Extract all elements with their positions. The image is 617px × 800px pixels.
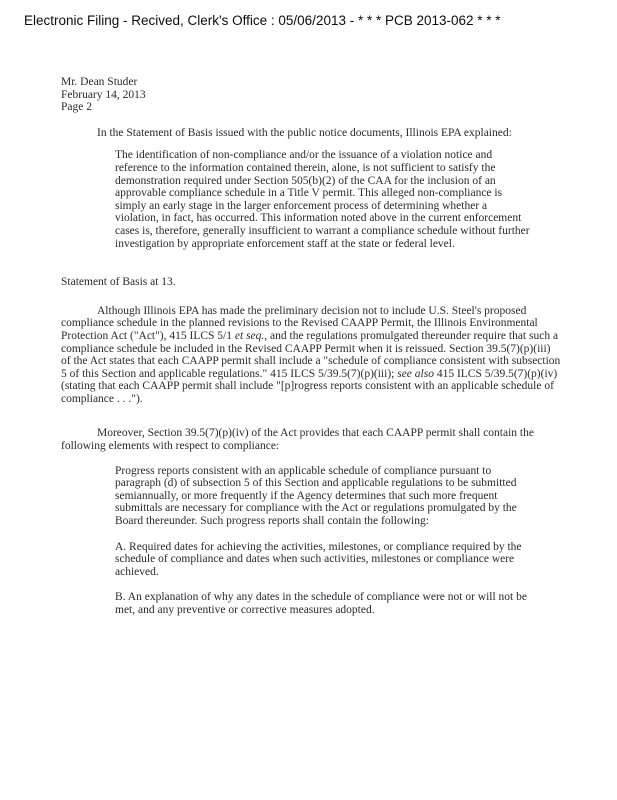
paragraph-statement-of-basis-intro: In the Statement of Basis issued with the public notice documents, Illinois EPA explained: bbox=[97, 126, 512, 139]
quote-progress-reports-intro: Progress reports consistent with an applicable schedule of compliance pursuant to paragraph (d) of subsection 5 of this Section and applicable regulations to be submitted semiannually, or more frequently if the Agency determines that such more frequent submittals are necessary for compliance with the Act or regulations promulgated by the Board thereunder. Such progress reports shall contain the following: bbox=[115, 464, 517, 528]
blockquote-statement-of-basis: The identification of non-compliance and/or the issuance of a violation notice and reference to the information contained therein, alone, is not sufficient to satisfy the demonstration required under Section 505(b)(2) of the CAA for the inclusion of an approvable compliance schedule in a Title V permit. This alleged non-compliance is simply an early stage in the larger enforcement process of determining whether a violation, in fact, has occurred. This information noted above in the current enforcement cases is, therefore, generally insufficient to warrant a compliance schedule without further investigation by appropriate enforcement staff at the state or federal level. bbox=[115, 149, 530, 250]
paragraph-caapp-permit-requirements: Although Illinois EPA has made the preliminary decision not to include U.S. Steel's proposed compliance schedule in the planned revisions to the Revised CAAPP Permit, the Illinois Environmental Protection Act ("Act"), 415 ILCS 5/1 et seq., and the regulations promulgated thereunder require that such a compliance schedule be included in the Revised CAAPP Permit when it is reissued. Section 39.5(7)(p)(iii) of the Act states that each CAAPP permit shall include a "schedule of compliance consistent with subsection 5 of this Section and applicable regulations." 415 ILCS 5/39.5(7)(p)(iii); see also 415 ILCS 5/39.5(7)(p)(iv) (stating that each CAAPP permit shall include "[p]rogress reports consistent with an applicable schedule of compliance . . ."). bbox=[61, 304, 561, 405]
quote-item-b: B. An explanation of why any dates in the schedule of compliance were not or will not be met, and any preventive or corrective measures adopted. bbox=[115, 591, 527, 616]
letter-body bbox=[61, 76, 561, 617]
paragraph-moreover-intro: Moreover, Section 39.5(7)(p)(iv) of the Act provides that each CAAPP permit shall contain the following elements with respect to compliance: bbox=[61, 427, 534, 453]
blockquote-progress-reports bbox=[115, 465, 531, 617]
letter-date: February 14, 2013 bbox=[61, 88, 146, 101]
recipient-name: Mr. Dean Studer bbox=[61, 76, 138, 88]
electronic-filing-stamp: Electronic Filing - Recived, Clerk's Office : 05/06/2013 - * * * PCB 2013-062 * * * bbox=[24, 13, 501, 28]
page-number-label: Page 2 bbox=[61, 101, 92, 114]
quote-item-a: A. Required dates for achieving the activities, milestones, or compliance required by the schedule of compliance and dates when such activities, milestones or compliance were achieved. bbox=[115, 540, 522, 578]
citation-statement-of-basis: Statement of Basis at 13. bbox=[61, 276, 176, 289]
